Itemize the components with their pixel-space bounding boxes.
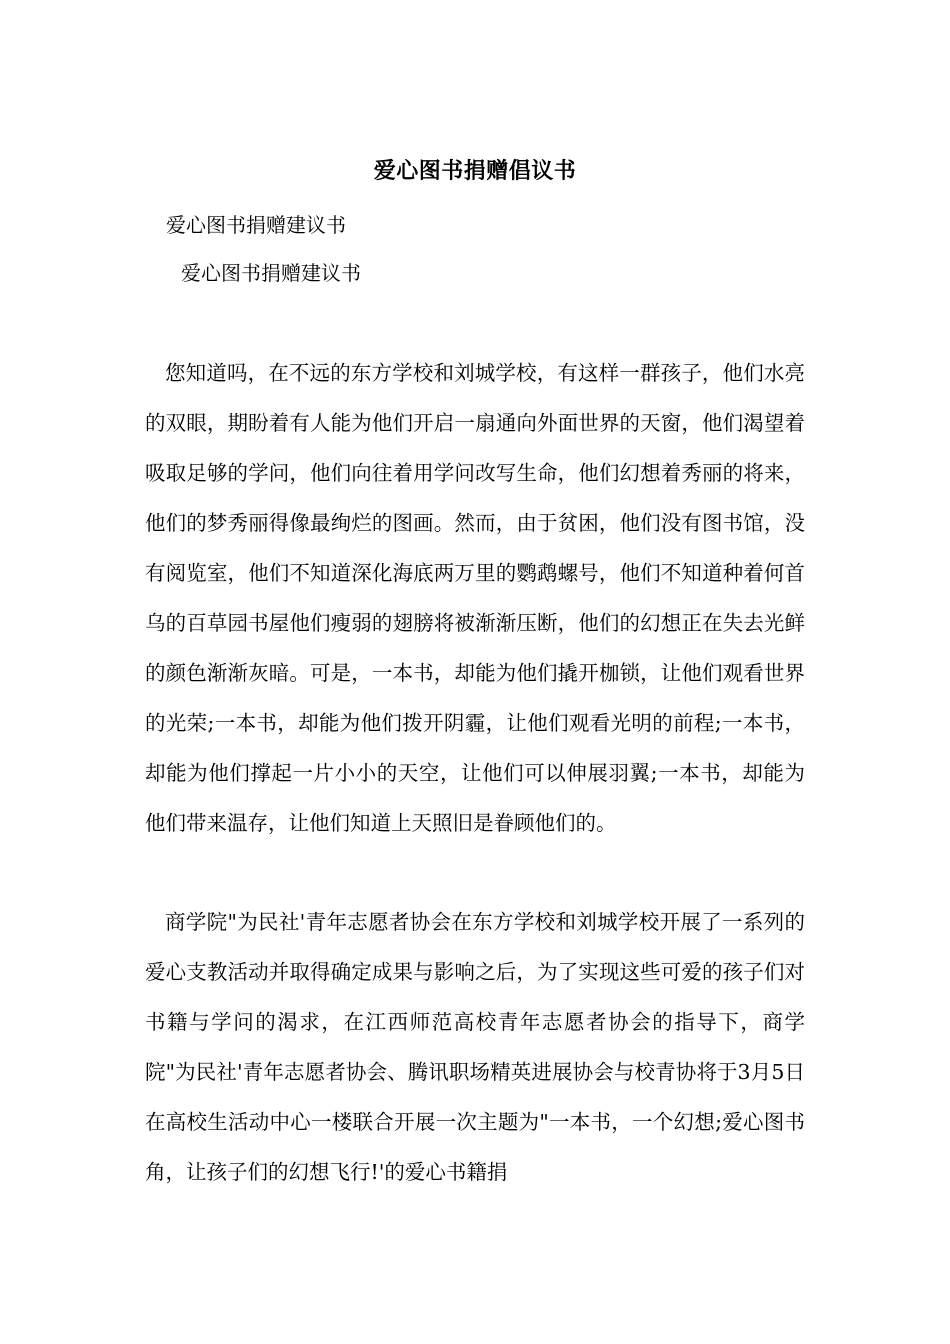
document-subtitle-1: 爱心图书捐赠建议书 bbox=[166, 213, 346, 237]
document-title: 爱心图书捐赠倡议书 bbox=[373, 158, 577, 184]
body-paragraph-1: 您知道吗，在不远的东方学校和刘城学校，有这样一群孩子，他们水亮的双眼，期盼着有人能为他们开启一扇通向外面世界的天窗，他们渴望着吸取足够的学问，他们向往着用学问改写生命，他们幻想着秀丽的将来，他们的梦秀丽得像最绚烂的图画。然而，由于贫困，他们没有图书馆，没有阅览室，他们不知道深化海底两万里的鹦鹉螺号，他们不知道种着何首乌的百草园书屋他们瘦弱的翅膀将被渐渐压断，他们的幻想正在失去光鲜的颜色渐渐灰暗。可是，一本书，却能为他们撬开枷锁，让他们观看世界的光荣;一本书，却能为他们拨开阴霾，让他们观看光明的前程;一本书，却能为他们撑起一片小小的天空，让他们可以伸展羽翼;一本书，却能为他们带来温存，让他们知道上天照旧是眷顾他们的。 bbox=[145, 361, 805, 835]
document-subtitle-2: 爱心图书捐赠建议书 bbox=[181, 261, 361, 285]
body-paragraph-2: 商学院"为民社'青年志愿者协会在东方学校和刘城学校开展了一系列的爱心支教活动并取得确定成果与影响之后，为了实现这些可爱的孩子们对书籍与学问的渴求，在江西师范高校青年志愿者协会的指导下，商学院"为民社'青年志愿者协会、腾讯职场精英进展协会与校青协将于3月5日在高校生活动中心一楼联合开展一次主题为"一本书，一个幻想;爱心图书角，让孩子们的幻想飞行!'的爱心书籍捐 bbox=[145, 910, 805, 1184]
